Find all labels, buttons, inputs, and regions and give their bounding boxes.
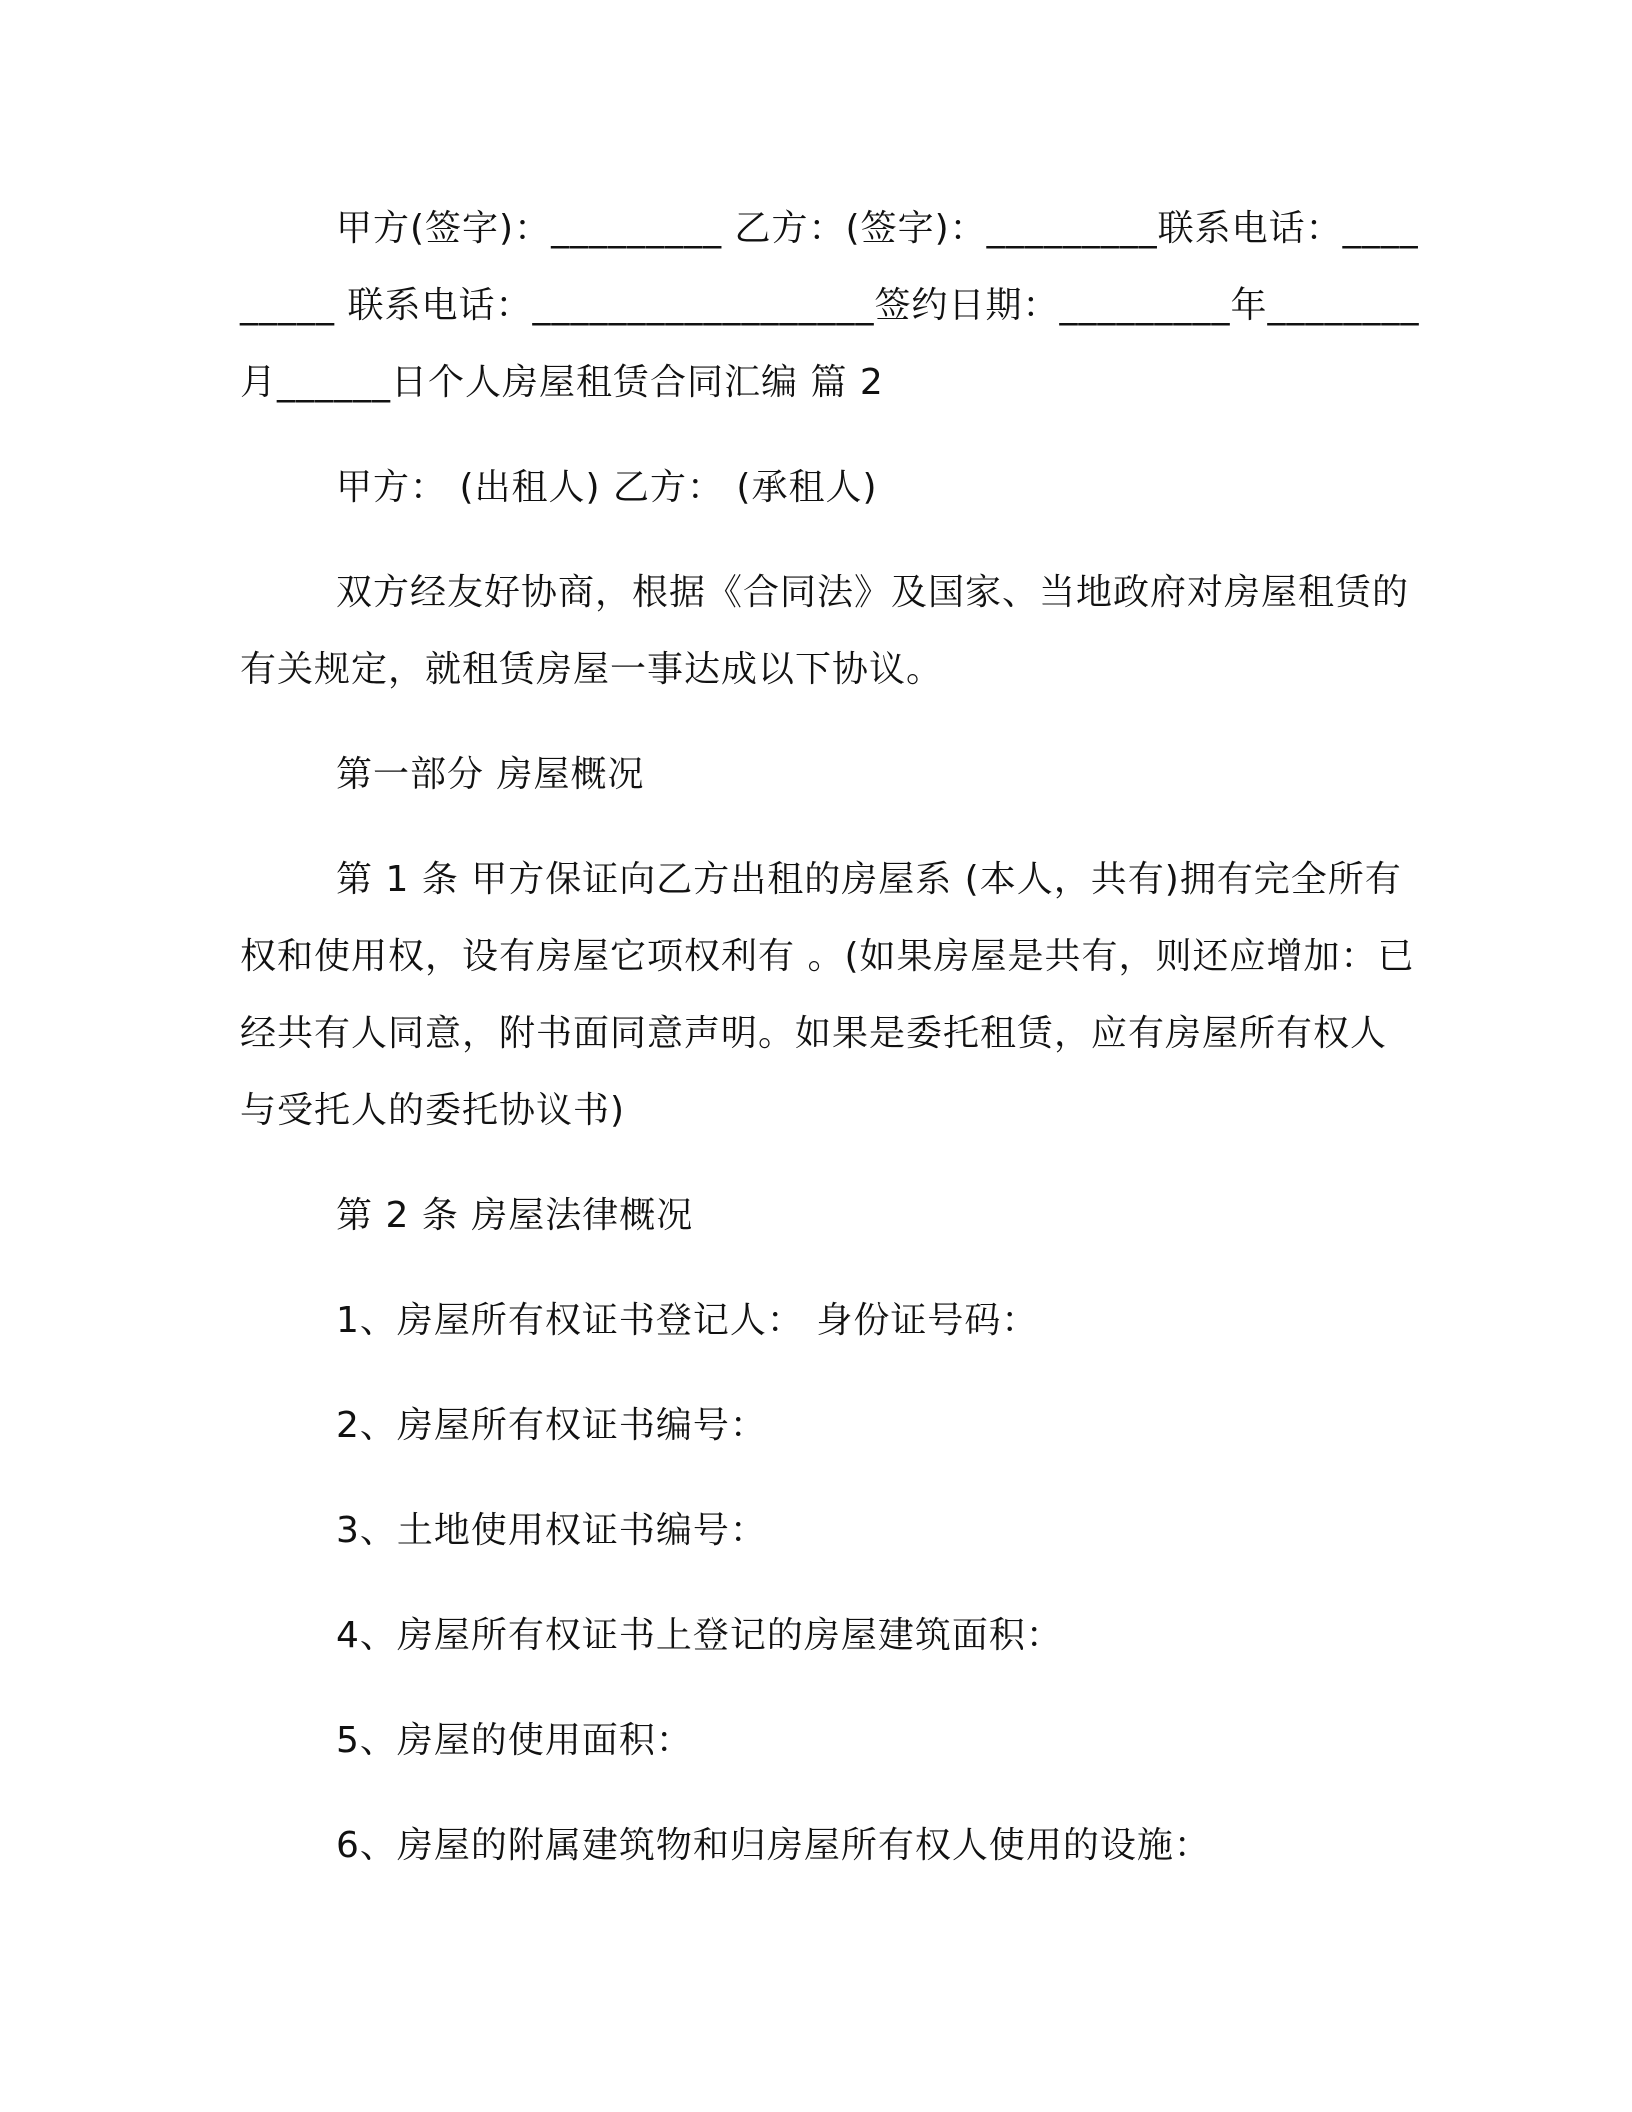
- parties-paragraph: 甲方： (出租人) 乙方： (承租人): [336, 467, 878, 508]
- signature-block-paragraph: 甲方(签字)：_________ 乙方：(签字)：_________联系电话：_________ 联系电话：__________________签约日期：_________年________月______日个人房屋租赁合同汇编 篇 2: [240, 208, 1420, 403]
- article-1-paragraph: 第 1 条 甲方保证向乙方出租的房屋系 (本人，共有)拥有完全所有权和使用权，设有房屋它项权利有 。(如果房屋是共有，则还应增加：已经共有人同意，附书面同意声明。如果是委托租赁，应有房屋所有权人与受托人的委托协议书): [240, 859, 1415, 1131]
- section-heading: 第一部分 房屋概况: [336, 754, 645, 795]
- list-item-6: 6、房屋的附属建筑物和归房屋所有权人使用的设施：: [336, 1825, 1211, 1866]
- list-item-3: 3、土地使用权证书编号：: [336, 1510, 767, 1551]
- list-item-5: 5、房屋的使用面积：: [336, 1720, 693, 1761]
- list-item-4: 4、房屋所有权证书上登记的房屋建筑面积：: [336, 1615, 1063, 1656]
- article-2-heading: 第 2 条 房屋法律概况: [336, 1195, 694, 1236]
- list-item-1: 1、房屋所有权证书登记人： 身份证号码：: [336, 1300, 1039, 1341]
- list-item-2: 2、房屋所有权证书编号：: [336, 1405, 767, 1446]
- agreement-intro-paragraph: 双方经友好协商，根据《合同法》及国家、当地政府对房屋租赁的有关规定，就租赁房屋一事达成以下协议。: [240, 572, 1410, 690]
- document-body: [240, 190, 1420, 1912]
